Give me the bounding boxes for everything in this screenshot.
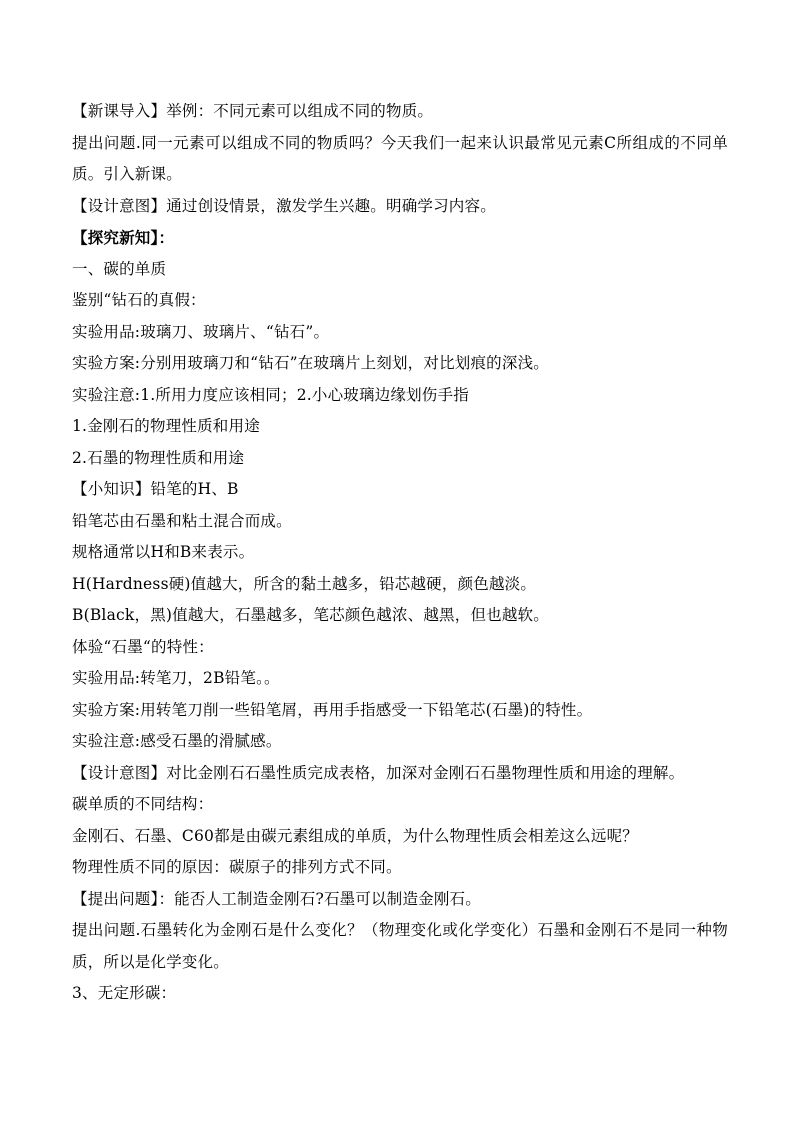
paragraph-reason: 物理性质不同的原因：碳原子的排列方式不同。 xyxy=(72,858,402,876)
paragraph-experiment-materials-2: 实验用品:转笔刀，2B铅笔。。 xyxy=(72,669,280,687)
paragraph-pencil-spec: 规格通常以H和B来表示。 xyxy=(72,543,255,561)
paragraph-small-knowledge: 【小知识】铅笔的H、B xyxy=(72,480,239,498)
paragraph-new-lesson-intro: 【新课导入】举例：不同元素可以组成不同的物质。 xyxy=(72,102,434,120)
paragraph-black: B(Black，黑)值越大，石墨越多，笔芯颜色越浓、越黑，但也越软。 xyxy=(72,606,549,624)
heading-amorphous-carbon: 3、无定形碳： xyxy=(72,984,177,1002)
heading-carbon-elements: 一、碳的单质 xyxy=(72,259,167,278)
paragraph-diamond-properties: 1.金刚石的物理性质和用途 xyxy=(72,417,260,435)
paragraph-graphite-properties: 2.石墨的物理性质和用途 xyxy=(72,448,245,467)
paragraph-experiment-notes-2: 实验注意:感受石墨的滑腻感。 xyxy=(72,732,282,750)
paragraph-experience-graphite: 体验“石墨“的特性： xyxy=(72,637,214,656)
paragraph-experiment-notes-1: 实验注意:1.所用力度应该相同；2.小心玻璃边缘划伤手指 xyxy=(72,385,469,404)
heading-explore-new-knowledge: 【探究新知】： xyxy=(72,228,175,247)
paragraph-experiment-plan-1: 实验方案:分别用玻璃刀和“钻石”在玻璃片上刻划，对比划痕的深浅。 xyxy=(72,354,549,372)
paragraph-design-intent-1: 【设计意图】通过创设情景，激发学生兴趣。明确学习内容。 xyxy=(72,196,496,215)
paragraph-identify-diamond: 鉴别“钻石的真假： xyxy=(72,291,206,309)
paragraph-raise-question: 【提出问题】：能否人工制造金刚石?石墨可以制造金刚石。 xyxy=(72,889,481,908)
paragraph-experiment-materials-1: 实验用品:玻璃刀、玻璃片、“钻石”。 xyxy=(72,322,330,341)
paragraph-pencil-core: 铅笔芯由石墨和粘土混合而成。 xyxy=(72,511,292,530)
paragraph-design-intent-2: 【设计意图】对比金刚石石墨性质完成表格，加深对金刚石石墨物理性质和用途的理解。 xyxy=(72,763,685,782)
paragraph-chemical-change: 提出问题.石墨转化为金刚石是什么变化？（物理变化或化学变化）石墨和金刚石不是同一种物质，所以是化学变化。 xyxy=(72,921,728,971)
document-body xyxy=(72,96,728,1010)
paragraph-question-intro: 提出问题.同一元素可以组成不同的物质吗？今天我们一起来认识最常见元素C所组成的不同单质。引入新课。 xyxy=(72,133,728,183)
paragraph-hardness: H(Hardness硬)值越大，所含的黏土越多，铅芯越硬，颜色越淡。 xyxy=(72,574,537,593)
paragraph-experiment-plan-2: 实验方案:用转笔刀削一些铅笔屑，再用手指感受一下铅笔芯(石墨)的特性。 xyxy=(72,700,593,719)
paragraph-structures: 碳单质的不同结构： xyxy=(72,795,214,813)
paragraph-why-different: 金刚石、石墨、C60都是由碳元素组成的单质，为什么物理性质会相差这么远呢？ xyxy=(72,826,638,845)
